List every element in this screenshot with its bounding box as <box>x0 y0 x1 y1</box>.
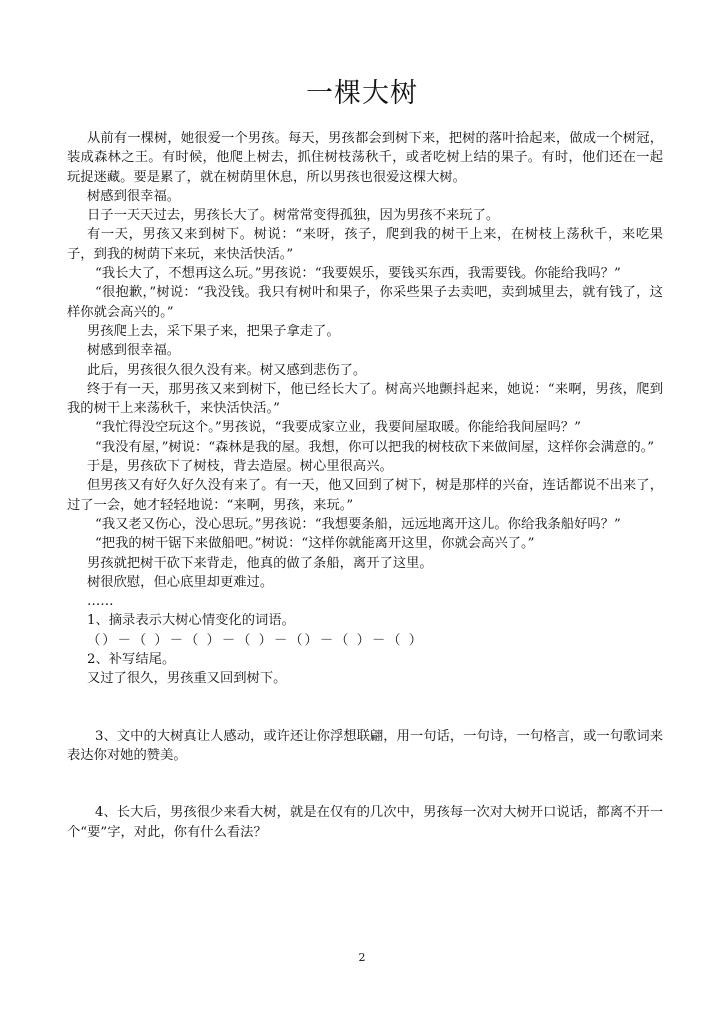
question-3: 3、文中的大树真让人感动，或许还让你浮想联翩，用一句话，一句诗，一句格言，或一句歌词来表达你对她的赞美。 <box>67 728 663 763</box>
paragraph: 终于有一天，那男孩又来到树下，他已经长大了。树高兴地颤抖起来，她说：“来啊，男孩，爬到我的树干上来荡秋千，来快活快活。” <box>67 381 663 417</box>
paragraph: “我又老又伤心，没心思玩。”男孩说：“我想要条船，远远地离开这儿。你给我条船好吗？” <box>95 516 621 532</box>
paragraph: 有一天，男孩又来到树下。树说：“来呀，孩子，爬到我的树干上来，在树枝上荡秋千，来吃果子，到我的树荫下来玩，来快活快活。” <box>67 227 663 262</box>
answer-space <box>67 689 663 727</box>
paragraph: 但男孩又有好久好久没有来了。有一天，他又回到了树下，树是那样的兴奋，连话都说不出来了，过了一会，她才轻轻地说：“来啊，男孩，来玩。” <box>67 478 663 513</box>
paragraph: 从前有一棵树，她很爱一个男孩。每天，男孩都会到树下来，把树的落叶拾起来，做成一个树冠，装成森林之王。有时候，他爬上树去，抓住树枝荡秋千，或者吃树上结的果子。有时，他们还在一起玩捉迷藏。要是累了，就在树荫里休息，所以男孩也很爱这棵大树。 <box>67 131 663 185</box>
paragraph: 树感到很幸福。 <box>87 343 181 359</box>
answer-space <box>67 765 663 803</box>
page-number: 2 <box>358 951 366 964</box>
paragraph: 树很欣慰，但心底里却更难过。 <box>87 574 274 590</box>
document-body <box>67 129 663 842</box>
paragraph: “我忙得没空玩这个。”男孩说，“我要成家立业，我要间屋取暖。你能给我间屋吗？” <box>95 420 581 436</box>
paragraph: 于是，男孩砍下了树枝，背去造屋。树心里很高兴。 <box>87 459 393 475</box>
question-4: 4、长大后，男孩很少来看大树，就是在仅有的几次中，男孩每一次对大树开口说话，都离不开一个“要”字，对此，你有什么看法？ <box>67 805 663 840</box>
page-title: 一棵大树 <box>306 78 418 109</box>
paragraph: 此后，男孩很久很久没有来。树又感到悲伤了。 <box>87 362 367 378</box>
paragraph: 男孩爬上去，采下果子来，把果子拿走了。 <box>87 323 340 339</box>
paragraph: 日子一天天过去，男孩长大了。树常常变得孤独，因为男孩不来玩了。 <box>87 208 500 224</box>
question-2: 2、补写结尾。 <box>87 652 176 668</box>
paragraph: “我没有屋，”树说：“森林是我的屋。我想，你可以把我的树枝砍下来做间屋，这样你会满意的。” <box>95 439 655 455</box>
question-2-prompt: 又过了很久，男孩重又回到树下。 <box>87 671 287 687</box>
paragraph: 男孩就把树干砍下来背走，他真的做了条船，离开了这里。 <box>87 555 433 571</box>
paragraph: “很抱歉，”树说：“我没钱。我只有树叶和果子，你采些果子去卖吧，卖到城里去，就有钱了，这样你就会高兴的。” <box>67 285 663 320</box>
paragraph: “我长大了，不想再这么玩。”男孩说：“我要娱乐，要钱买东西，我需要钱。你能给我吗？” <box>95 266 621 282</box>
answer-blanks: （）－（ ）－（ ）－（ ）－（）－（ ）－（ ） <box>87 632 425 648</box>
paragraph: 树感到很幸福。 <box>87 188 181 204</box>
ellipsis: …… <box>87 594 114 610</box>
question-1: 1、摘录表示大树心情变化的词语。 <box>87 613 295 629</box>
paragraph: “把我的树干锯下来做船吧。”树说：“这样你就能离开这里，你就会高兴了。” <box>95 536 535 552</box>
